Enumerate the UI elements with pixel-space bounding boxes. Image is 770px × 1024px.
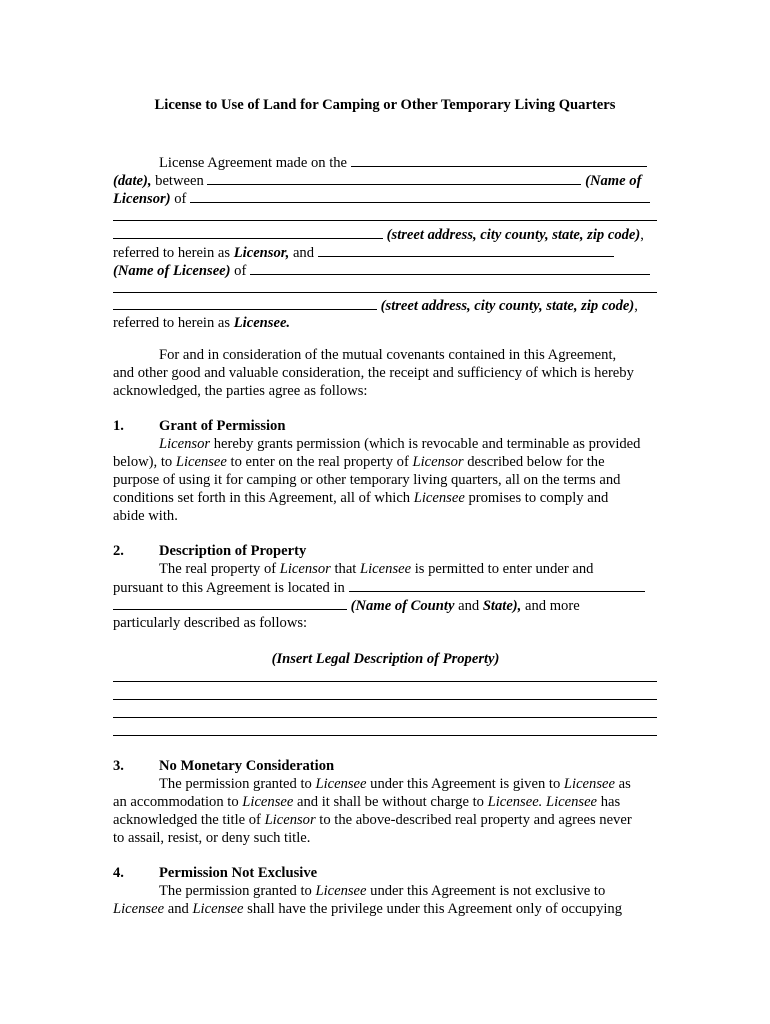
section-1-heading [113,417,658,435]
s4-text-2b: shall have the privilege under this Agreement only of occupying [243,901,623,917]
section-4-heading [113,864,658,882]
comma-2: , [634,298,638,314]
consideration-text-1: For and in consideration of the mutual covenants contained in this Agreement, [159,347,617,363]
s1-licensee: Licensee [175,454,227,470]
referred-text-2: referred to herein as [113,315,231,331]
licensee-address-blank[interactable] [250,261,650,275]
s1-text-4b: promises to comply and [464,490,609,506]
section-1-line-4 [113,489,658,507]
s4-text-1a: The permission granted to [159,883,316,899]
legal-description-line-4[interactable] [113,735,657,736]
section-2-line-3 [113,596,658,615]
s2-text-1a: The real property of [159,561,280,577]
s2-licensee: Licensee [360,561,412,577]
s2-text-2: pursuant to this Agreement is located in [113,580,345,596]
s4-text-2a: and [164,901,193,917]
section-3-heading [113,757,658,775]
legal-description-line-3[interactable] [113,717,657,718]
section-1-line-3: purpose of using it for camping or other temporary living quarters, all on the terms and [113,472,621,488]
county-state-blank[interactable] [113,596,347,610]
s3-text-1b: under this Agreement is given to [366,776,564,792]
consideration-line-3: acknowledged, the parties agree as follows: [113,383,368,399]
s3-licensee-3: Licensee [242,794,294,810]
property-location-blank[interactable] [349,578,645,592]
document-title: License to Use of Land for Camping or Other Temporary Living Quarters [154,97,616,113]
section-2-heading [113,542,658,560]
s3-text-1c: as [614,776,631,792]
s1-text-2a: below), to [113,454,176,470]
section-4-line-2 [113,900,658,918]
s4-licensee-2: Licensee [113,901,165,917]
between-text: between [155,173,204,189]
of-text: of [174,191,187,207]
licensor-label: Licensor) [113,191,171,207]
section-3-line-2 [113,793,658,811]
street-address-label-1: (street address, city county, state, zip code) [386,227,641,243]
licensee-address-blank-2[interactable] [113,296,377,310]
referred-text-1: referred to herein as [113,245,231,261]
section-3-title: No Monetary Consideration [159,758,335,774]
date-blank[interactable] [351,153,647,167]
name-of-licensee-label: (Name of Licensee) [113,263,231,279]
legal-description-line-1[interactable] [113,681,657,682]
section-1-line-2 [113,453,658,471]
legal-description-line-2[interactable] [113,699,657,700]
section-1-line-1 [113,435,658,453]
and-text: and [292,245,315,261]
section-3-line-3 [113,811,658,829]
s3-licensor: Licensor [264,812,316,828]
licensee-name-blank[interactable] [318,243,614,257]
s4-text-1b: under this Agreement is not exclusive to [366,883,606,899]
section-2-line-4: particularly described as follows: [113,615,308,631]
s4-licensee-3: Licensee [192,901,244,917]
intro-made-on: License Agreement made on the [159,155,348,171]
licensor-address-blank-2[interactable] [113,225,383,239]
licensor-name-blank[interactable] [207,171,581,185]
s3-text-3b: to the above-described real property and agrees never [315,812,632,828]
section-2-title: Description of Property [159,543,307,559]
s1-text-1: hereby grants permission (which is revocable and terminable as provided [210,436,641,452]
s3-text-2c: has [597,794,621,810]
section-3-line-1 [113,775,658,793]
s3-text-3a: acknowledged the title of [113,812,265,828]
intro-line-6 [113,243,658,262]
legal-description-label: (Insert Legal Description of Property) [271,651,500,667]
consideration-line-2: and other good and valuable consideration, the receipt and sufficiency of which is hereby [113,365,634,381]
date-label: (date), [113,173,152,189]
intro-line-9 [113,296,658,315]
section-4-line-1 [113,882,658,900]
s3-text-1a: The permission granted to [159,776,316,792]
s2-text-1b: that [330,561,361,577]
s3-licensee-2: Licensee [563,776,615,792]
s1-text-2c: described below for the [463,454,605,470]
s1-licensor: Licensor [159,436,211,452]
s1-licensee-2: Licensee [413,490,465,506]
licensee-defined: Licensee. [233,315,291,331]
s4-licensee: Licensee [315,883,367,899]
section-3-number: 3. [113,758,124,774]
intro-line-10 [113,314,658,332]
section-4-title: Permission Not Exclusive [159,865,318,881]
licensor-address-blank[interactable] [190,189,650,203]
licensor-defined: Licensor, [233,245,290,261]
comma-1: , [640,227,644,243]
intro-line-3 [113,189,658,208]
s2-text-1c: is permitted to enter under and [411,561,594,577]
street-address-label-2: (street address, city county, state, zip code) [380,298,635,314]
section-2-line-1 [113,560,658,578]
s3-licensee-4: Licensee. Licensee [487,794,598,810]
intro-line-1 [113,153,658,172]
section-2-number: 2. [113,543,124,559]
state-label: State), [482,598,522,614]
section-2-line-2 [113,578,658,597]
section-4-number: 4. [113,865,124,881]
s1-licensor-2: Licensor [412,454,464,470]
section-1-number: 1. [113,418,124,434]
s3-text-2b: and it shall be without charge to [293,794,488,810]
s1-text-2b: to enter on the real property of [226,454,413,470]
of-text-2: of [234,263,247,279]
s2-licensor: Licensor [279,561,331,577]
section-1-title: Grant of Permission [159,418,286,434]
s2-text-3c: and more [521,598,580,614]
county-label: (Name of County [350,598,455,614]
consideration-line-1 [113,346,658,364]
intro-line-2 [113,171,658,190]
section-1-line-5: abide with. [113,508,178,524]
licensee-address-line[interactable] [113,292,657,293]
licensor-address-line[interactable] [113,220,657,221]
s1-text-4a: conditions set forth in this Agreement, all of which [113,490,414,506]
name-of-label: (Name of [585,173,642,189]
intro-line-7 [113,261,658,280]
s3-text-2a: an accommodation to [113,794,243,810]
s2-and: and [454,598,483,614]
intro-line-5 [113,225,658,244]
section-3-line-4: to assail, resist, or deny such title. [113,830,311,846]
s3-licensee: Licensee [315,776,367,792]
